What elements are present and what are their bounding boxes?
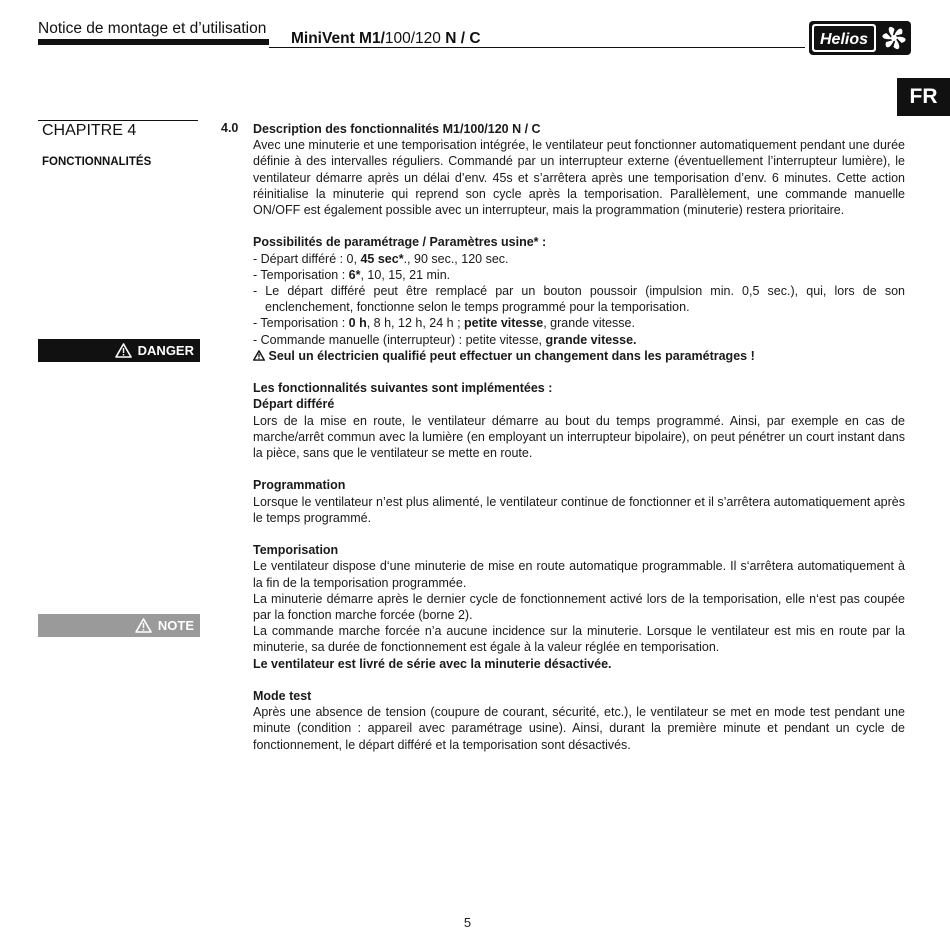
chapter-title: CHAPITRE 4 xyxy=(42,122,137,139)
main-content xyxy=(253,121,905,753)
param-delay: - Départ différé : 0, 45 sec*., 90 sec., 120 sec. xyxy=(253,251,509,266)
model-suffix: N / C xyxy=(440,30,481,47)
page-number: 5 xyxy=(463,915,472,930)
logo-text: Helios xyxy=(819,31,869,48)
param-manual: - Commande manuelle (interrupteur) : petite vitesse, grande vitesse. xyxy=(253,332,637,347)
chapter-subtitle: FONCTIONNALITÉS xyxy=(42,156,152,168)
param-pushbutton: - Le départ différé peut être remplacé par un bouton poussoir (impulsion min. 0,5 sec.), qui, lors de son enclenchement, fonctionne selon le temps programmé pour la temporisation. xyxy=(253,284,905,315)
model-name xyxy=(291,30,481,48)
note-badge xyxy=(38,614,200,637)
language-tab: FR xyxy=(897,78,950,116)
tempo-heading: Temporisation xyxy=(253,543,339,558)
warning-icon xyxy=(135,618,152,633)
danger-label: DANGER xyxy=(137,343,194,358)
header-bar xyxy=(38,39,269,45)
section-number: 4.0 xyxy=(221,121,239,135)
depart-text: Lors de la mise en route, le ventilateur démarre au bout du temps programmé. Ainsi, par exemple en cas de marche/arrêt commun avec la lumière (en employant un interrupteur bipolaire), on peut pénétrer un court instant dans la pièce, sans que le ventilateur se mette en route. xyxy=(253,413,905,461)
tempo-text-3: La commande marche forcée n’a aucune incidence sur la minuterie. Lorsque le ventilateur est mis en route par la minuterie, sa durée de fonctionnement est égale à la valeur réglée en temporisation. xyxy=(253,624,905,655)
impl-heading: Les fonctionnalités suivantes sont implémentées : xyxy=(253,381,553,396)
param-timer: - Temporisation : 6*, 10, 15, 21 min. xyxy=(253,267,451,282)
warning-line xyxy=(253,348,905,364)
test-text: Après une absence de tension (coupure de courant, sécurité, etc.), le ventilateur se met en mode test pendant une minute (condition : appareil avec paramétrage usine). Ainsi, durant la première minute et pendant un cycle de fonctionnement, le départ différé et la temporisation sont désactivés. xyxy=(253,705,905,752)
helios-logo xyxy=(808,20,912,56)
danger-badge xyxy=(38,339,200,362)
model-sizes: 100/120 xyxy=(384,30,441,47)
warning-icon xyxy=(115,343,132,358)
prog-heading: Programmation xyxy=(253,478,346,493)
params-heading: Possibilités de paramétrage / Paramètres usine* : xyxy=(253,235,547,250)
prog-text: Lorsque le ventilateur n’est plus alimenté, le ventilateur continue de fonctionner et il s’arrêtera automatiquement après le temps programmé. xyxy=(253,494,905,525)
intro-paragraph: Avec une minuterie et une temporisation intégrée, le ventilateur peut fonctionner automatiquement pendant une durée définie à des intervalles réguliers. Commandé par un interrupteur externe (éventuellement l’interrupteur lumière), le ventilateur démarre après un délai d’env. 45s et s’arrêtera après une temporisation d’env. 6 minutes. Cette action réinitialise la minuterie qui reprend son cycle après la temporisation. Parallèlement, une commande manuelle ON/OFF est également possible avec un interrupteur, mais la programmation (minuterie) restera prioritaire. xyxy=(253,138,905,218)
warning-icon xyxy=(253,350,265,361)
param-tempo-hours: - Temporisation : 0 h, 8 h, 12 h, 24 h ; petite vitesse, grande vitesse. xyxy=(253,316,635,331)
test-heading: Mode test xyxy=(253,689,312,704)
tempo-text-1: Le ventilateur dispose d‘une minuterie de mise en route automatique programmable. Il s‘arrêtera automatiquement à la fin de la temporisation programmée. xyxy=(253,559,905,590)
tempo-text-2: La minuterie démarre après le dernier cycle de fonctionnement activé lors de la temporisation, elle n‘est pas coupée par la fonction marche forcée (borne 2). xyxy=(253,591,905,623)
depart-heading: Départ différé xyxy=(253,397,335,412)
chapter-rule xyxy=(38,120,198,121)
note-label: NOTE xyxy=(157,618,194,633)
section-title: Description des fonctionnalités M1/100/120 N / C xyxy=(253,122,541,136)
tempo-text-4: Le ventilateur est livré de série avec la minuterie désactivée. xyxy=(253,656,612,671)
model-prefix: MiniVent M1/ xyxy=(291,30,385,47)
document-title: Notice de montage et d’utilisation xyxy=(38,20,267,37)
warning-text: Seul un électricien qualifié peut effectuer un changement dans les paramétrages ! xyxy=(268,348,755,363)
